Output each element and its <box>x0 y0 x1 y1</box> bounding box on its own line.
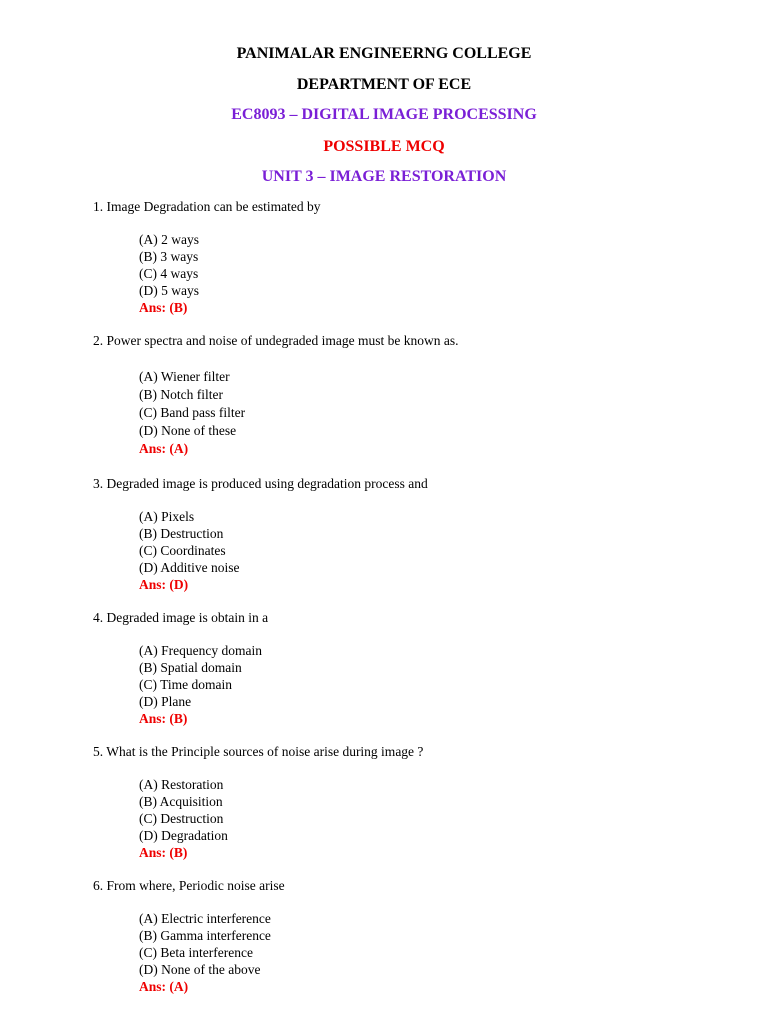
answer: Ans: (A) <box>139 441 189 456</box>
question-4 <box>93 609 733 726</box>
course-title: EC8093 – DIGITAL IMAGE PROCESSING <box>231 106 537 123</box>
option-a: (A) Electric interference <box>139 911 271 926</box>
answer: Ans: (B) <box>139 711 188 726</box>
question-2 <box>93 332 733 456</box>
question-text: 1. Image Degradation can be estimated by <box>93 199 321 214</box>
option-b: (B) Destruction <box>139 526 224 541</box>
option-a: (A) Pixels <box>139 509 195 524</box>
option-c: (C) Band pass filter <box>139 405 246 420</box>
option-d: (D) Additive noise <box>139 560 240 575</box>
option-list <box>139 368 245 458</box>
question-6 <box>93 877 733 994</box>
option-c: (C) 4 ways <box>139 266 199 281</box>
option-a: (A) Frequency domain <box>139 643 262 658</box>
question-1 <box>93 198 733 315</box>
question-text: 2. Power spectra and noise of undegraded image must be known as. <box>93 333 459 348</box>
answer: Ans: (D) <box>139 577 189 592</box>
option-a: (A) Restoration <box>139 777 224 792</box>
question-text: 4. Degraded image is obtain in a <box>93 610 269 625</box>
option-c: (C) Destruction <box>139 811 224 826</box>
question-5 <box>93 743 733 860</box>
option-b: (B) Spatial domain <box>139 660 242 675</box>
question-text: 3. Degraded image is produced using degradation process and <box>93 476 428 491</box>
option-list <box>139 642 262 727</box>
option-c: (C) Time domain <box>139 677 233 692</box>
option-d: (D) None of these <box>139 423 237 438</box>
option-c: (C) Coordinates <box>139 543 226 558</box>
option-list <box>139 231 199 316</box>
mcq-subtitle: POSSIBLE MCQ <box>323 138 445 155</box>
option-b: (B) Gamma interference <box>139 928 271 943</box>
option-b: (B) 3 ways <box>139 249 199 264</box>
option-list <box>139 508 240 593</box>
option-a: (A) 2 ways <box>139 232 199 247</box>
question-text: 5. What is the Principle sources of noise arise during image ? <box>93 744 424 759</box>
question-3 <box>93 475 733 592</box>
option-d: (D) None of the above <box>139 962 261 977</box>
option-a: (A) Wiener filter <box>139 369 230 384</box>
college-title: PANIMALAR ENGINEERNG COLLEGE <box>236 45 532 62</box>
unit-title: UNIT 3 – IMAGE RESTORATION <box>261 168 507 185</box>
option-d: (D) 5 ways <box>139 283 199 298</box>
department-title: DEPARTMENT OF ECE <box>296 76 472 93</box>
answer: Ans: (B) <box>139 845 188 860</box>
option-list <box>139 776 228 861</box>
option-b: (B) Notch filter <box>139 387 223 402</box>
answer: Ans: (B) <box>139 300 188 315</box>
question-text: 6. From where, Periodic noise arise <box>93 878 285 893</box>
option-d: (D) Plane <box>139 694 192 709</box>
answer: Ans: (A) <box>139 979 189 994</box>
option-b: (B) Acquisition <box>139 794 223 809</box>
option-c: (C) Beta interference <box>139 945 253 960</box>
option-list <box>139 910 271 995</box>
option-d: (D) Degradation <box>139 828 228 843</box>
